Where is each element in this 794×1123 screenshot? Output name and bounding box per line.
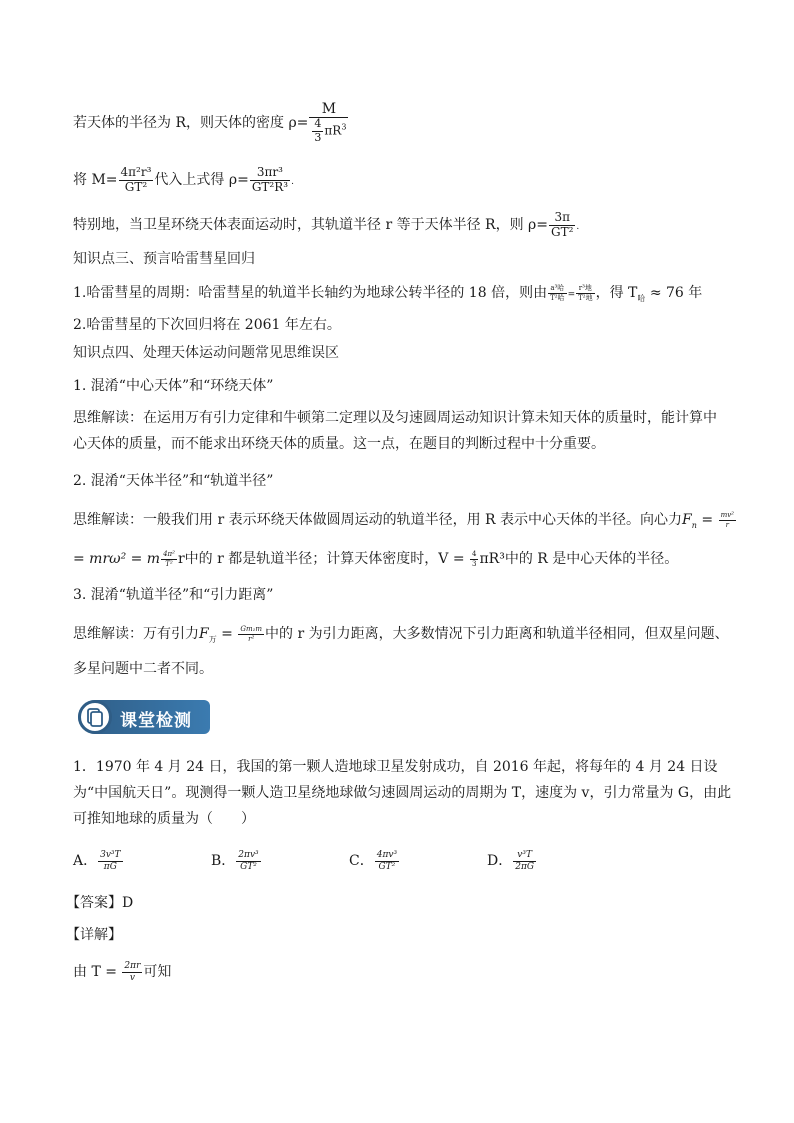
surface-line: 特别地，当卫星环绕天体表面运动时，其轨道半径 r 等于天体半径 R，则 ρ= $\frac{3\pi}{\text{GT²}}$ . bbox=[73, 209, 580, 239]
misconception-3-title: 3. 混淆“轨道半径”和“引力距离” bbox=[73, 587, 274, 603]
density-intro-text: 若天体的半径为 R，则天体的密度 ρ= bbox=[73, 115, 309, 131]
misconception-3-line1: 思维解读：万有引力$F_万$ = $\frac{\text{Gm₁m}}{\text{r²}}$ 中的 r 为引力距离，大多数情况下引力距离和轨道半径相同，但双星问题、 bbox=[73, 625, 729, 644]
option-c[interactable]: C． $\frac{\text{4πv³}}{\text{GT²}}$ bbox=[349, 850, 398, 872]
halley-ratio-fraction: $\frac{\text{a³哈}}{\text{T²哈}}$ bbox=[550, 284, 565, 302]
halley-period-line: 1.哈雷彗星的周期：哈雷彗星的轨道半长轴约为地球公转半径的 18 倍，则由 $\frac{\text{a³哈}}{\text{T²哈}}$ = $\frac{\text{r³地}}{\text{T²地}}$ ，得 $T_哈 \approx 76$ 年 bbox=[73, 284, 703, 303]
gravity-fraction: $\frac{\text{Gm₁m}}{\text{r²}}$ bbox=[240, 625, 263, 643]
earth-ratio-fraction: $\frac{\text{r³地}}{\text{T²地}}$ bbox=[578, 284, 593, 302]
density-result-fraction: $\frac{\text{3πr³}}{\text{GT²R³}}$ bbox=[251, 164, 289, 194]
detail-label: 【详解】 bbox=[66, 927, 122, 943]
derivation-line: 由 T = $\frac{2\pi r}{v}$ 可知 bbox=[73, 961, 172, 983]
misconception-1-body: 思维解读：在运用万有引力定律和牛顿第二定理以及匀速圆周运动知识计算未知天体的质量时，能计算中心天体的质量，而不能求出环绕天体的质量。这一点，在题目的判断过程中十分重要。 bbox=[73, 410, 717, 452]
section-badge-label: 课堂检测 bbox=[120, 711, 192, 731]
density-fraction: M $\frac{4}{3}$ $\pi R^3$ bbox=[309, 101, 348, 144]
option-b-formula: $\frac{\text{2πv³}}{\text{GT²}}$ bbox=[238, 850, 259, 872]
option-d[interactable]: D． $\frac{\text{v³T}}{2\pi G}$ bbox=[487, 850, 535, 872]
centripetal-fraction: $\frac{\text{mv²}}{r}$ bbox=[720, 511, 734, 529]
mass-fraction: $\frac{\text{4π²r³}}{\text{GT²}}$ bbox=[120, 164, 152, 194]
misconception-1-title: 1. 混淆“中心天体”和“环绕天体” bbox=[73, 378, 274, 394]
option-c-formula: $\frac{\text{4πv³}}{\text{GT²}}$ bbox=[376, 850, 398, 872]
period-fraction: $\frac{2\pi r}{v}$ bbox=[124, 961, 141, 983]
kp4-title: 知识点四、处理天体运动问题常见思维误区 bbox=[73, 345, 339, 361]
option-a[interactable]: A． $\frac{\text{3v³T}}{\pi G}$ bbox=[73, 850, 121, 872]
volume-fraction: $\frac{4}{3}$ bbox=[472, 550, 477, 568]
answer-label: 【答案】D bbox=[66, 895, 134, 911]
option-b[interactable]: B． $\frac{\text{2πv³}}{\text{GT²}}$ bbox=[211, 850, 259, 872]
option-d-formula: $\frac{\text{v³T}}{2\pi G}$ bbox=[515, 850, 535, 872]
misconception-3-line2: 多星问题中二者不同。 bbox=[73, 661, 213, 677]
misconception-2-title: 2. 混淆“天体半径”和“轨道半径” bbox=[73, 473, 274, 489]
density-formula-line bbox=[73, 100, 349, 146]
document-stack-icon bbox=[78, 700, 112, 734]
kp3-title: 知识点三、预言哈雷彗星回归 bbox=[73, 251, 255, 267]
halley-return-line: 2.哈雷彗星的下次回归将在 2061 年左右。 bbox=[73, 317, 341, 333]
option-a-formula: $\frac{\text{3v³T}}{\pi G}$ bbox=[100, 850, 121, 872]
misconception-2-line2: = mrω² = m $\frac{\text{4π²}}{\text{T²}}$ r中的 r 都是轨道半径；计算天体密度时，V = $\frac{4}{3}$ πR³中的 R 是中心天体的半径。 bbox=[73, 550, 679, 568]
misconception-2-line1: 思维解读：一般我们用 r 表示环绕天体做圆周运动的轨道半径，用 R 表示中心天体的半径。向心力$F_n$ = $\frac{\text{mv²}}{r}$ bbox=[73, 511, 734, 530]
surface-density-fraction: $\frac{3\pi}{\text{GT²}}$ bbox=[551, 209, 574, 239]
substitute-line: 将 M= $\frac{\text{4π²r³}}{\text{GT²}}$ 代入上式得 ρ= $\frac{\text{3πr³}}{\text{GT²R³}}$ . bbox=[73, 164, 294, 194]
omega-fraction: $\frac{\text{4π²}}{\text{T²}}$ bbox=[163, 550, 175, 568]
question-1-stem: 1．1970 年 4 月 24 日，我国的第一颗人造地球卫星发射成功，自 2016 年起，将每年的 4 月 24 日设为“中国航天日”。现测得一颗人造卫星绕地球做匀速圆周运动的周期为 T，速度为 v，引力常量为 G，由此可推知地球的质量为（ ） bbox=[73, 759, 732, 827]
section-badge bbox=[78, 700, 210, 734]
